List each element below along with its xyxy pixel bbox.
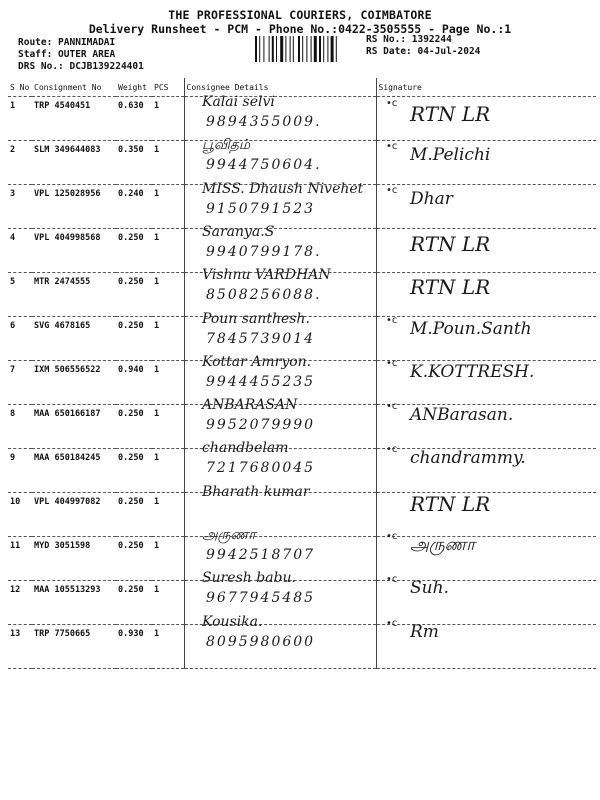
rs-number: RS No.: 1392244 <box>366 34 452 45</box>
cell-pcs: 1 <box>152 97 184 141</box>
staff-label: Staff: OUTER AREA <box>18 49 116 60</box>
handwritten-consignee-name: Saranya.S <box>202 223 275 240</box>
handwritten-signature: Rm <box>410 621 439 642</box>
col-header-sno: S No <box>8 78 32 97</box>
handwritten-signature: Dhar <box>410 188 453 209</box>
delivery-mark: •c <box>386 574 398 586</box>
company-title: THE PROFESSIONAL COURIERS, COIMBATORE <box>168 8 432 22</box>
drs-label: DRS No.: DCJB139224401 <box>18 61 144 72</box>
cell-weight: 0.240 <box>116 185 152 229</box>
cell-consignment: VPL 404997082 <box>32 493 116 537</box>
cell-weight: 0.930 <box>116 625 152 669</box>
cell-sno: 6 <box>8 317 32 361</box>
cell-weight: 0.250 <box>116 493 152 537</box>
cell-consignment: TRP 7750665 <box>32 625 116 669</box>
cell-consignment: VPL 404998568 <box>32 229 116 273</box>
cell-weight: 0.250 <box>116 273 152 317</box>
cell-signature <box>376 537 596 581</box>
handwritten-consignee-phone: 9894355009. <box>206 114 322 130</box>
table-header-row <box>8 78 596 97</box>
cell-weight: 0.250 <box>116 581 152 625</box>
cell-consignment: SVG 4678165 <box>32 317 116 361</box>
handwritten-consignee-name: Kalai selvi <box>202 94 275 110</box>
cell-pcs: 1 <box>152 581 184 625</box>
handwritten-consignee-name: Suresh babu. <box>202 570 296 587</box>
cell-pcs: 1 <box>152 229 184 273</box>
cell-weight: 0.250 <box>116 449 152 493</box>
cell-signature <box>376 581 596 625</box>
cell-pcs: 1 <box>152 537 184 581</box>
cell-signature <box>376 625 596 669</box>
col-header-signature: Signature <box>376 78 596 97</box>
handwritten-consignee-phone: 9944455235 <box>206 373 316 390</box>
handwritten-consignee-name: Kousika. <box>202 613 263 630</box>
handwritten-signature: Suh. <box>410 578 449 599</box>
handwritten-consignee-name: Vishnu VARDHAN <box>202 267 331 284</box>
barcode-image <box>255 36 359 62</box>
handwritten-consignee-phone: 8508256088. <box>206 287 322 304</box>
col-header-weight: Weight <box>116 78 152 97</box>
route-label: Route: PANNIMADAI <box>18 37 116 48</box>
cell-consignment: MYD 3051598 <box>32 537 116 581</box>
delivery-mark: •c <box>386 357 398 369</box>
delivery-mark: •c <box>386 617 398 629</box>
handwritten-consignee-name: பூவிதம் <box>202 137 251 154</box>
cell-sno: 5 <box>8 273 32 317</box>
cell-pcs: 1 <box>152 141 184 185</box>
cell-consignment: IXM 506556522 <box>32 361 116 405</box>
delivery-mark: •c <box>386 141 398 153</box>
cell-sno: 7 <box>8 361 32 405</box>
handwritten-signature: RTN LR <box>410 102 491 126</box>
handwritten-signature: ANBarasan. <box>410 405 514 426</box>
handwritten-consignee-name: MISS. Dhaush Nivehet <box>202 180 364 197</box>
cell-signature <box>376 185 596 229</box>
handwritten-consignee-name: chandbelam <box>202 440 289 457</box>
cell-pcs: 1 <box>152 273 184 317</box>
cell-consignment: MAA 650184245 <box>32 449 116 493</box>
delivery-mark: •c <box>386 314 398 326</box>
handwritten-consignee-phone: 9940799178. <box>206 243 322 260</box>
rs-date: RS Date: 04-Jul-2024 <box>366 46 481 57</box>
handwritten-consignee-name: ANBARASAN <box>202 397 298 414</box>
cell-pcs: 1 <box>152 185 184 229</box>
cell-sno: 1 <box>8 97 32 141</box>
cell-sno: 11 <box>8 537 32 581</box>
handwritten-consignee-phone: 8095980600 <box>206 633 316 650</box>
cell-sno: 13 <box>8 625 32 669</box>
col-header-pcs: PCS <box>152 78 184 97</box>
cell-consignment: SLM 349644083 <box>32 141 116 185</box>
cell-sno: 4 <box>8 229 32 273</box>
cell-consignment: MAA 650166187 <box>32 405 116 449</box>
handwritten-signature: M.Pelichi <box>410 145 491 166</box>
handwritten-consignee-phone: 9942518707 <box>206 547 316 563</box>
delivery-mark: •c <box>386 184 398 196</box>
cell-weight: 0.350 <box>116 141 152 185</box>
cell-weight: 0.250 <box>116 317 152 361</box>
delivery-mark: •c <box>386 401 398 413</box>
handwritten-consignee-name: Bharath kumar <box>202 483 310 500</box>
cell-weight: 0.250 <box>116 537 152 581</box>
cell-sno: 2 <box>8 141 32 185</box>
handwritten-signature: chandrammy. <box>410 448 526 469</box>
handwritten-signature: K.KOTTRESH. <box>410 361 535 382</box>
cell-pcs: 1 <box>152 493 184 537</box>
cell-consignment: VPL 125028956 <box>32 185 116 229</box>
cell-pcs: 1 <box>152 449 184 493</box>
handwritten-consignee-phone: 9944750604. <box>206 157 322 174</box>
col-header-consignee: Consignee Details <box>184 78 376 97</box>
cell-pcs: 1 <box>152 625 184 669</box>
handwritten-signature: RTN LR <box>410 491 491 516</box>
cell-consignment: MAA 105513293 <box>32 581 116 625</box>
cell-pcs: 1 <box>152 405 184 449</box>
handwritten-consignee-phone: 7217680045 <box>206 460 316 477</box>
handwritten-consignee-phone: 9677945485 <box>206 590 316 607</box>
runsheet-subtitle: Delivery Runsheet - PCM - Phone No.:0422-3505555 - Page No.:1 <box>88 22 512 36</box>
cell-pcs: 1 <box>152 361 184 405</box>
handwritten-signature: RTN LR <box>410 231 491 256</box>
cell-sno: 8 <box>8 405 32 449</box>
handwritten-signature: அருணா <box>410 535 476 555</box>
handwritten-signature: RTN LR <box>410 275 491 300</box>
cell-pcs: 1 <box>152 317 184 361</box>
cell-weight: 0.250 <box>116 229 152 273</box>
handwritten-consignee-name: அருணா <box>202 527 256 543</box>
col-header-consignment: Consignment No <box>32 78 116 97</box>
cell-sno: 3 <box>8 185 32 229</box>
handwritten-consignee-phone: 7845739014 <box>206 330 316 347</box>
delivery-mark: •c <box>386 531 398 542</box>
cell-weight: 0.630 <box>116 97 152 141</box>
handwritten-consignee-phone: 9952079990 <box>206 417 316 434</box>
delivery-mark: •c <box>386 444 398 456</box>
cell-consignment: MTR 2474555 <box>32 273 116 317</box>
handwritten-consignee-name: Poun santhesh. <box>202 310 310 327</box>
delivery-mark: •c <box>386 98 398 109</box>
cell-weight: 0.250 <box>116 405 152 449</box>
handwritten-consignee-phone: 9150791523 <box>206 200 316 217</box>
handwritten-consignee-name: Kottar Amryon. <box>202 353 312 370</box>
cell-sno: 10 <box>8 493 32 537</box>
cell-sno: 12 <box>8 581 32 625</box>
cell-consignment: TRP 4540451 <box>32 97 116 141</box>
handwritten-signature: M.Poun.Santh <box>410 318 532 339</box>
cell-weight: 0.940 <box>116 361 152 405</box>
cell-sno: 9 <box>8 449 32 493</box>
